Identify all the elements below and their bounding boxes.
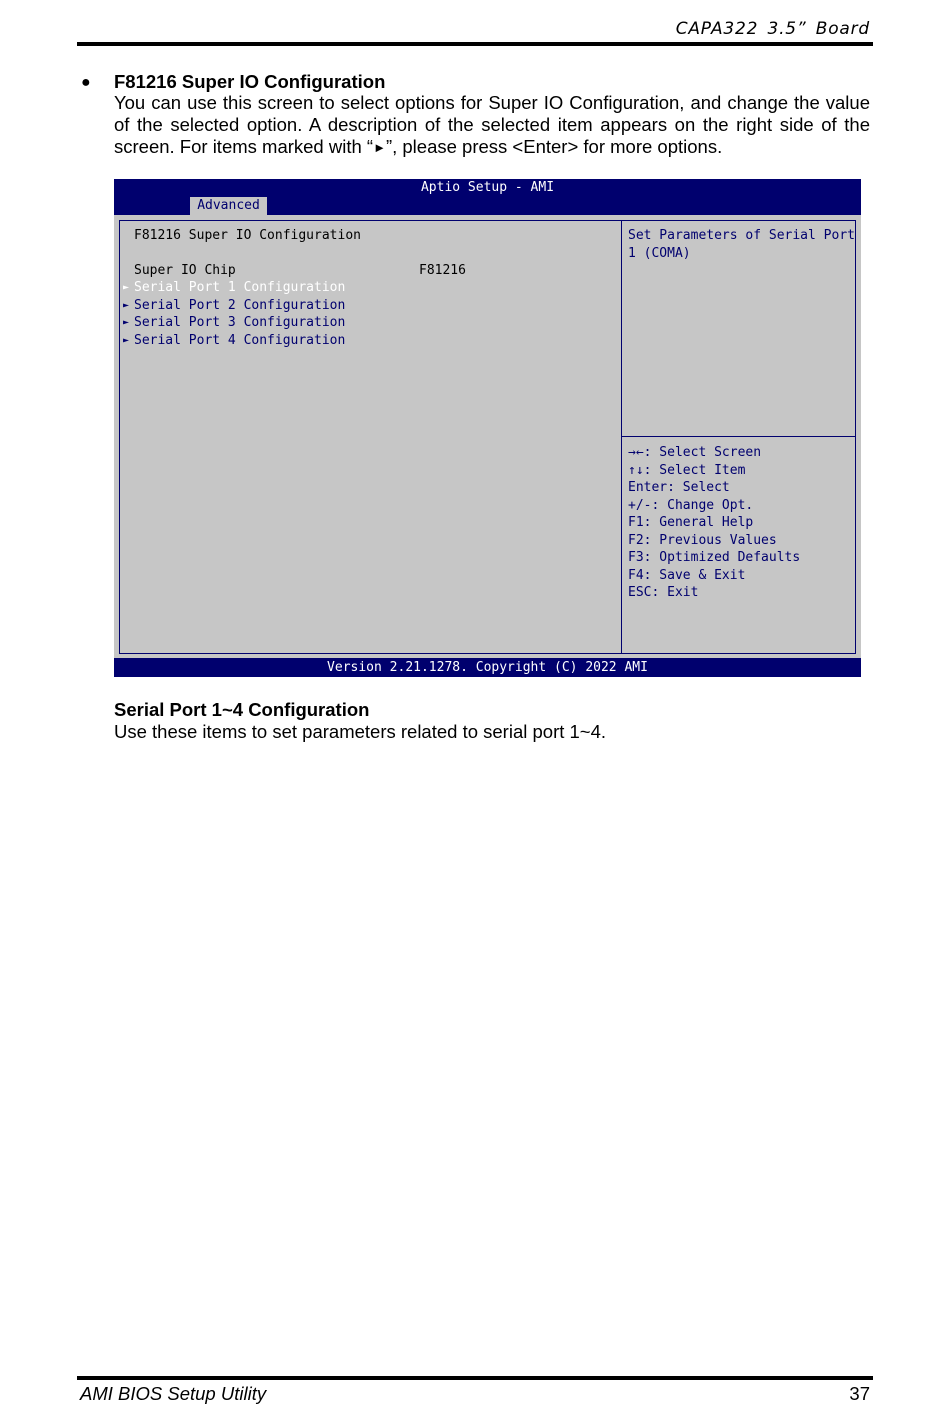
section-title: F81216 Super IO Configuration bbox=[114, 71, 386, 92]
bios-title: Aptio Setup - AMI bbox=[420, 180, 555, 195]
bios-page-heading: F81216 Super IO Configuration bbox=[134, 228, 361, 243]
menu-item-serial-port-2[interactable]: Serial Port 2 Configuration bbox=[134, 298, 346, 313]
page-header-title: CAPA322 3.5” Board bbox=[675, 19, 870, 39]
header-rule bbox=[77, 42, 873, 46]
key-hint-f4: F4: Save & Exit bbox=[628, 568, 746, 583]
key-hint-f2: F2: Previous Values bbox=[628, 533, 777, 548]
submenu-arrow-icon: ► bbox=[123, 335, 130, 346]
key-hint-f3: F3: Optimized Defaults bbox=[628, 550, 801, 565]
subsection-text: Use these items to set parameters related to serial port 1~4. bbox=[114, 721, 607, 742]
menu-item-serial-port-4[interactable]: Serial Port 4 Configuration bbox=[134, 333, 346, 348]
submenu-arrow-icon: ► bbox=[123, 317, 130, 328]
bullet-icon: ● bbox=[81, 74, 91, 91]
page-number: 37 bbox=[849, 1383, 870, 1404]
help-text-line: 1 (COMA) bbox=[628, 246, 691, 261]
footer-rule bbox=[77, 1376, 873, 1380]
help-text-line: Set Parameters of Serial Port bbox=[628, 228, 855, 243]
bios-version-bar: Version 2.21.1278. Copyright (C) 2022 AMI bbox=[114, 658, 861, 677]
footer-title: AMI BIOS Setup Utility bbox=[80, 1383, 267, 1404]
submenu-arrow-icon: ► bbox=[123, 282, 130, 293]
bios-help-divider bbox=[622, 436, 855, 437]
super-io-chip-label: Super IO Chip bbox=[134, 263, 236, 278]
section-description bbox=[114, 92, 870, 159]
key-hint-enter: Enter: Select bbox=[628, 480, 730, 495]
menu-item-serial-port-3[interactable]: Serial Port 3 Configuration bbox=[134, 315, 346, 330]
submenu-arrow-icon: ► bbox=[123, 300, 130, 311]
bios-title-bar bbox=[114, 179, 861, 215]
description-text-start: You can use this screen to select options for Super IO Configuration, and change the value of the selected option. A description of the selected item appears on the right side of the screen. For items marked with “ bbox=[114, 92, 870, 157]
bios-column-divider bbox=[621, 220, 622, 654]
key-hint-esc: ESC: Exit bbox=[628, 585, 699, 600]
menu-item-serial-port-1[interactable]: Serial Port 1 Configuration bbox=[134, 280, 346, 295]
description-text-end: ”, please press <Enter> for more options. bbox=[385, 136, 723, 157]
super-io-chip-value: F81216 bbox=[419, 263, 466, 278]
tab-advanced[interactable]: Advanced bbox=[190, 197, 267, 215]
submenu-arrow-icon: ► bbox=[373, 140, 386, 155]
key-hint-change-opt: +/-: Change Opt. bbox=[628, 498, 754, 513]
key-hint-select-screen: →←: Select Screen bbox=[628, 445, 762, 460]
subsection-title: Serial Port 1~4 Configuration bbox=[114, 699, 370, 720]
bios-screenshot bbox=[114, 179, 861, 677]
key-hint-f1: F1: General Help bbox=[628, 515, 754, 530]
key-hint-select-item: ↑↓: Select Item bbox=[628, 463, 746, 478]
